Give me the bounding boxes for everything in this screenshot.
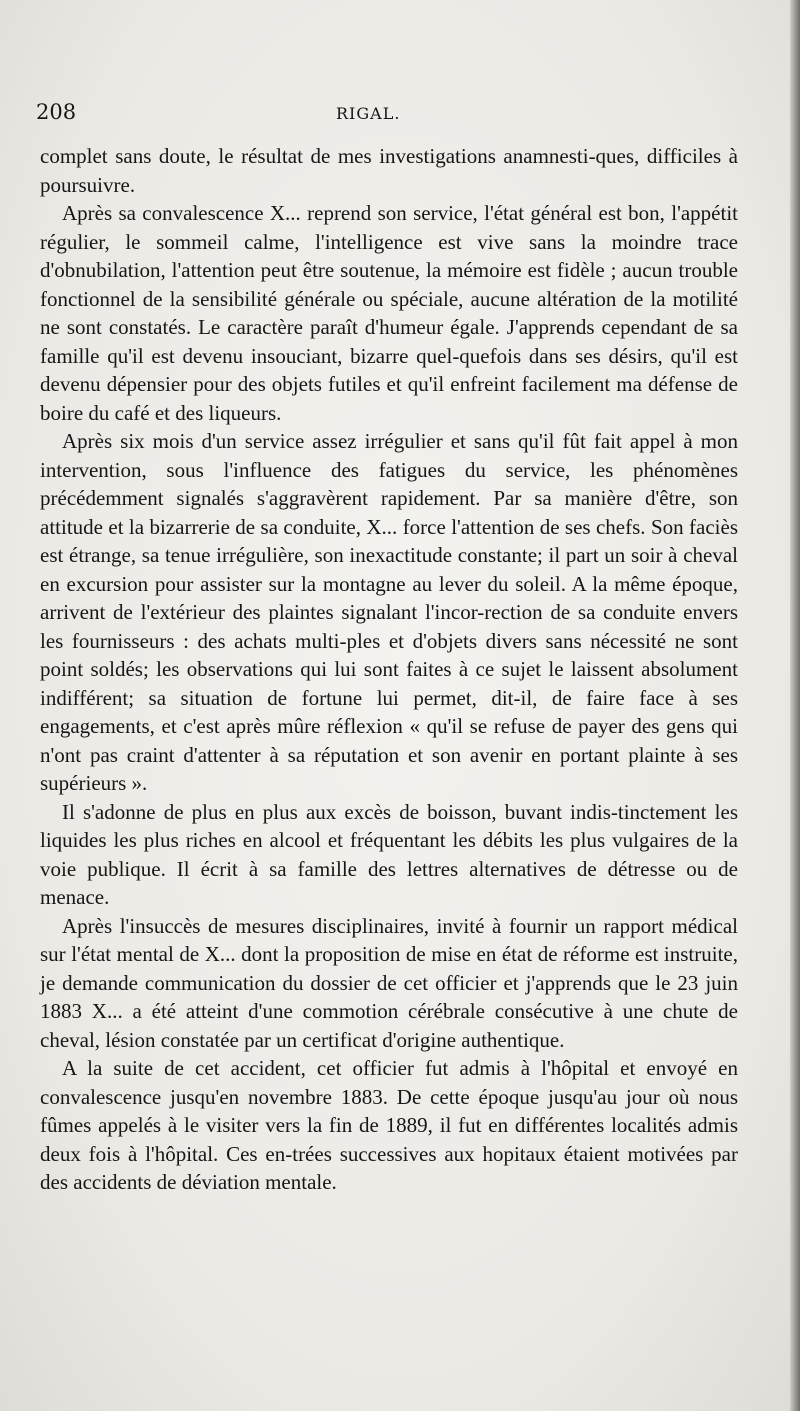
paragraph: Après six mois d'un service assez irrégulier et sans qu'il fût fait appel à mon intervention, sous l'influence des fatigues du service, les phénomènes précédemment signalés s'aggravèrent rapidement. Par sa manière d'être, son attitude et la bizarrerie de sa conduite, X... force l'attention de ses chefs. Son faciès est étrange, sa tenue irrégulière, son inexactitude constante; il part un soir à cheval en excursion pour assister sur la montagne au lever du soleil. A la même époque, arrivent de l'extérieur des plaintes signalant l'incor-rection de sa conduite envers les fournisseurs : des achats multi-ples et d'objets divers sans nécessité ne sont point soldés; les observations qui lui sont faites à ce sujet le laissent absolument indifférent; sa situation de fortune lui permet, dit-il, de faire face à ses engagements, et c'est après mûre réflexion « qu'il se refuse de payer des gens qui n'ont pas craint d'attenter à sa réputation et son avenir en portant plainte à ses supérieurs ». — [40, 429, 738, 795]
page-header — [36, 100, 736, 134]
running-head: RIGAL. — [336, 104, 401, 123]
paragraph: Il s'adonne de plus en plus aux excès de boisson, buvant indis-tinctement les liquides les plus riches en alcool et fréquentant les débits les plus vulgaires de la voie publique. Il écrit à sa famille des lettres alternatives de détresse ou de menace. — [40, 799, 738, 909]
page-number: 208 — [36, 100, 77, 124]
paragraph: A la suite de cet accident, cet officier fut admis à l'hôpital et envoyé en convalescence jusqu'en novembre 1883. De cette époque jusqu'au jour où nous fûmes appelés à le visiter vers la fin de 1889, il fut en différentes localités admis deux fois à l'hôpital. Ces en-trées successives aux hopitaux étaient motivées par des accidents de déviation mentale. — [40, 1056, 738, 1194]
body-text — [40, 142, 738, 1197]
paragraph: Après sa convalescence X... reprend son service, l'état général est bon, l'appétit régulier, le sommeil calme, l'intelligence est vive sans la moindre trace d'obnubilation, l'attention peut être soutenue, la mémoire est fidèle ; aucun trouble fonctionnel de la sensibilité générale ou spéciale, aucune altération de la motilité ne sont constatés. Le caractère paraît d'humeur égale. J'apprends cependant de sa famille qu'il est devenu insouciant, bizarre quel-quefois dans ses désirs, qu'il est devenu dépensier pour des objets futiles et qu'il enfreint facilement ma défense de boire du café et des liqueurs. — [40, 201, 738, 425]
paragraph: Après l'insuccès de mesures disciplinaires, invité à fournir un rapport médical sur l'état mental de X... dont la proposition de mise en état de réforme est instruite, je demande communication du dossier de cet officier et j'apprends que le 23 juin 1883 X... a été atteint d'une commotion cérébrale consécutive à une chute de cheval, lésion constatée par un certificat d'origine authentique. — [40, 913, 738, 1052]
page-edge-shadow — [790, 0, 800, 1411]
paragraph-continued: complet sans doute, le résultat de mes investigations anamnesti-ques, difficiles à poursuivre. — [40, 144, 738, 197]
